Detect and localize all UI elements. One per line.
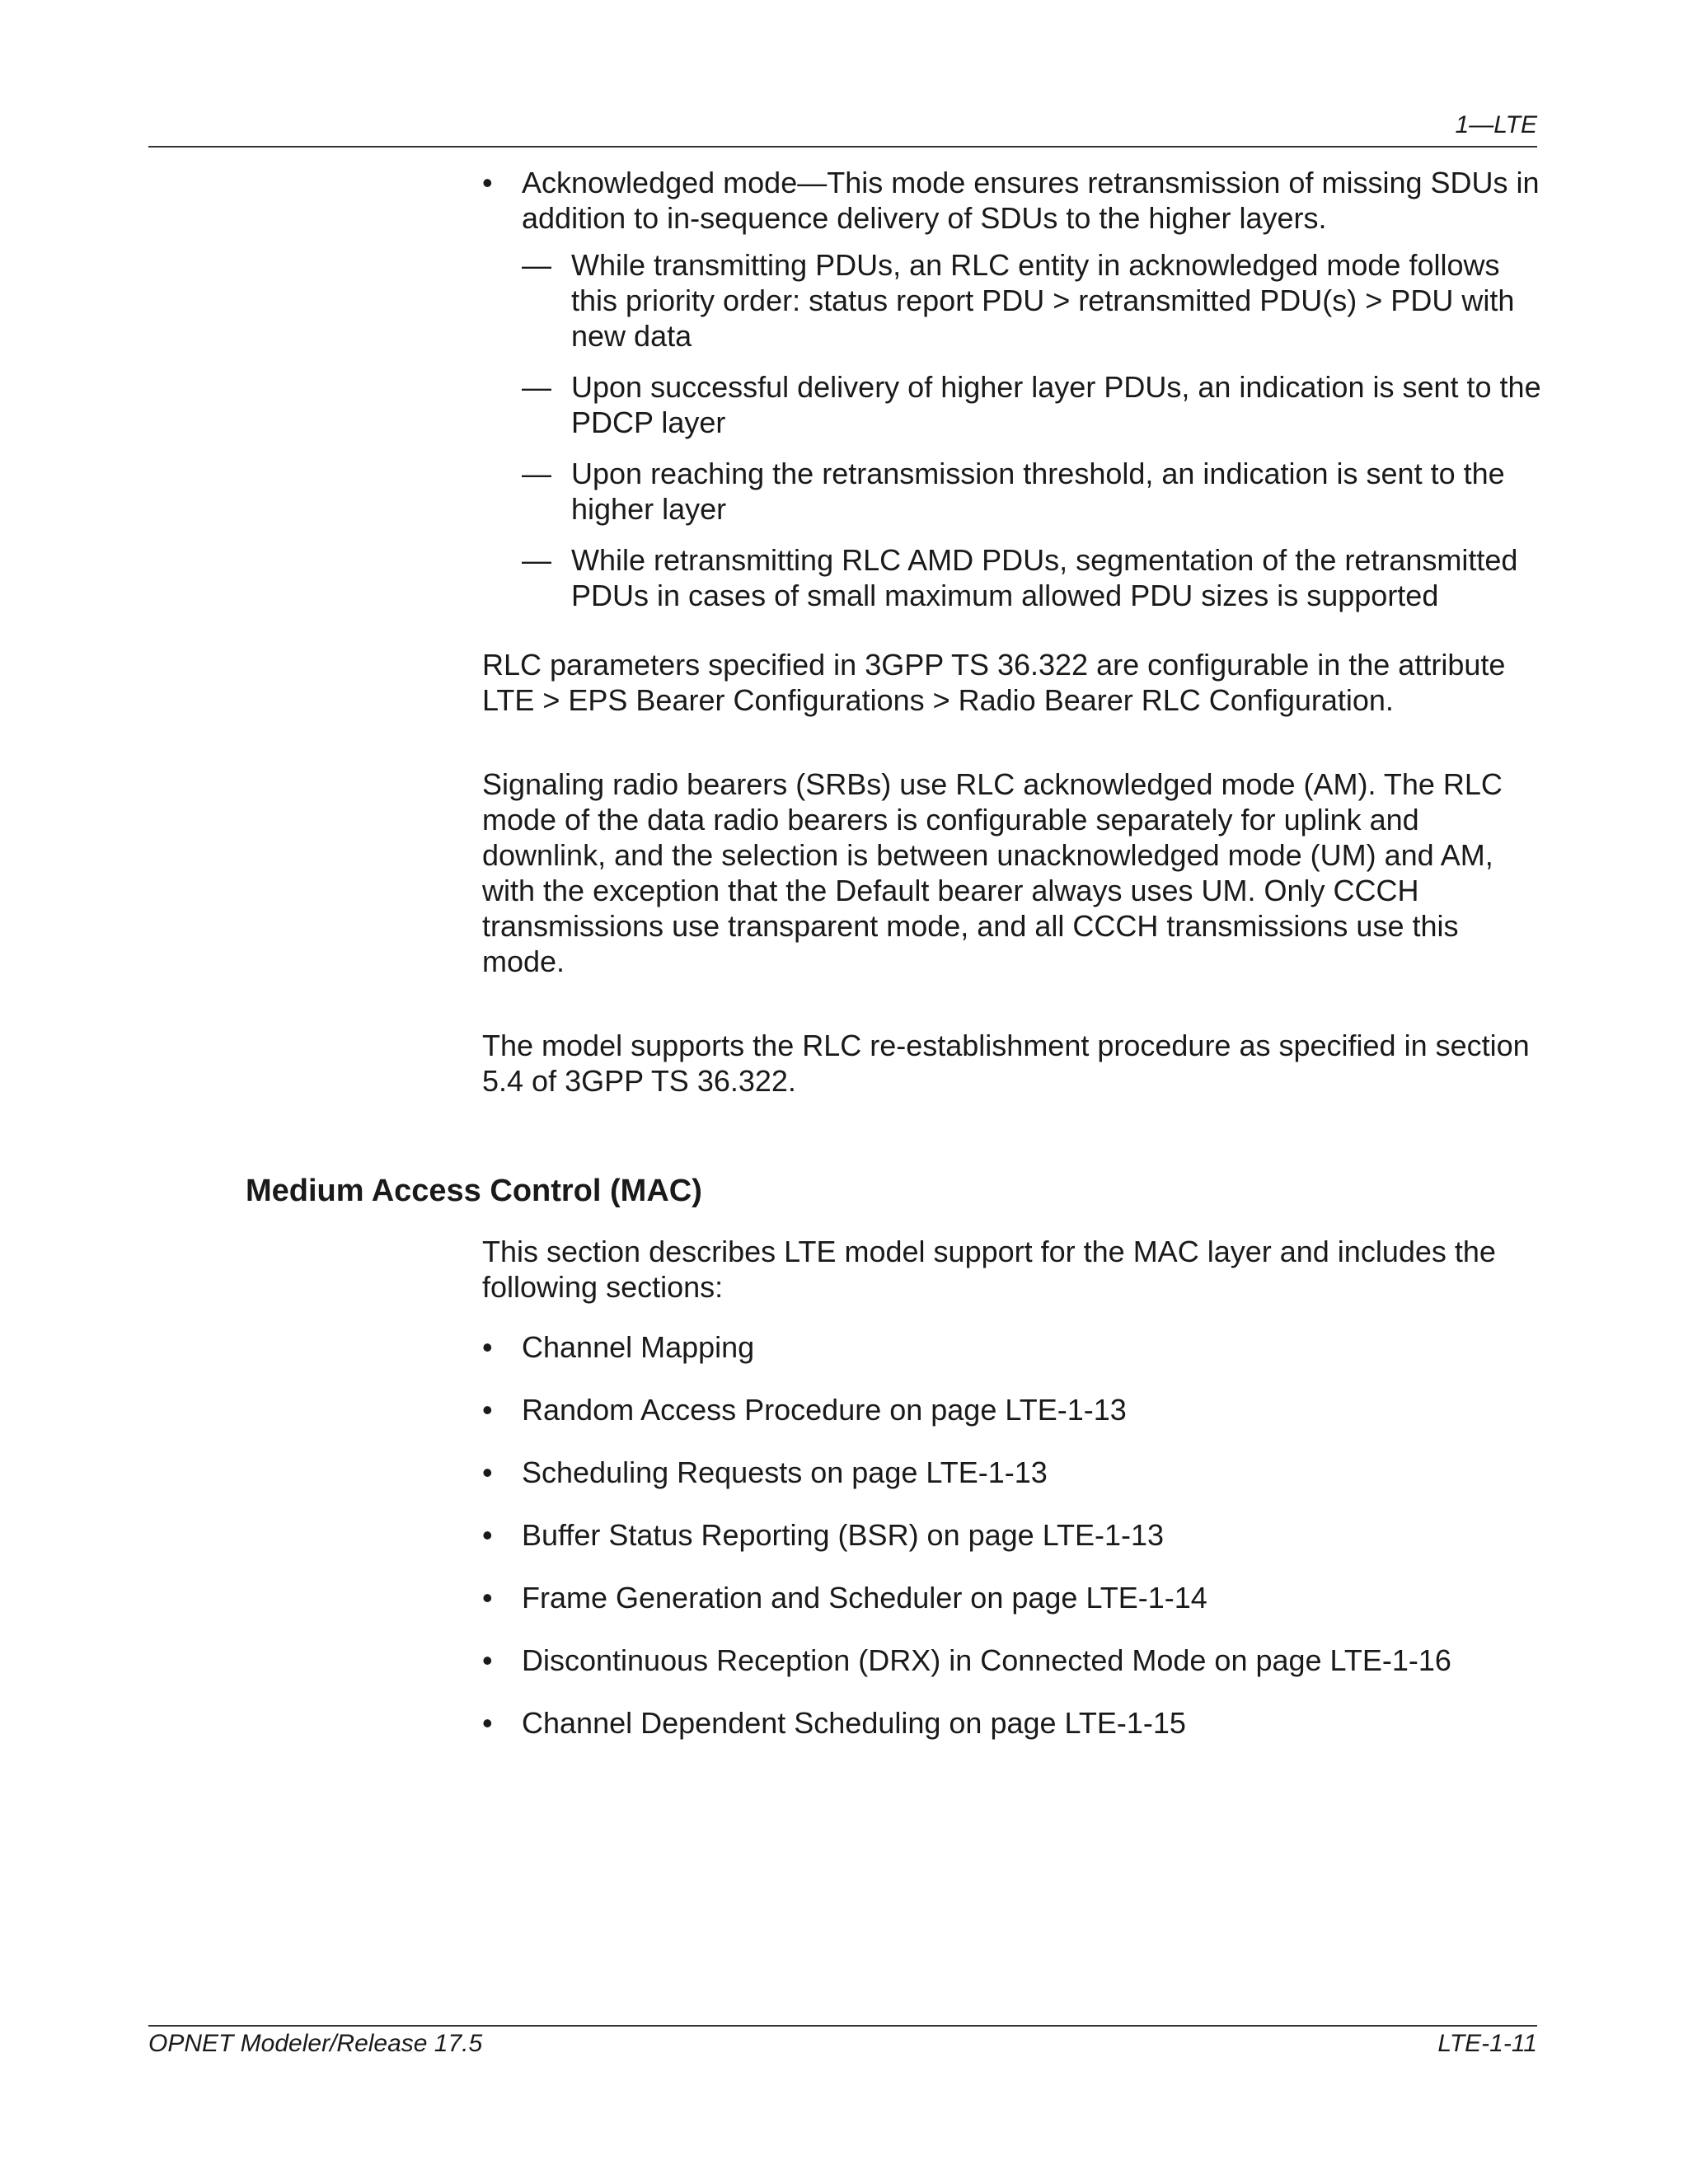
am-bullet-text: Acknowledged mode—This mode ensures retransmission of missing SDUs in addition to in-sequence delivery of SDUs to the higher layers.: [522, 166, 1540, 235]
am-bullet: [482, 165, 1541, 613]
mac-list-item[interactable]: • Discontinuous Reception (DRX) in Connected Mode on page LTE-1-16: [482, 1643, 1541, 1678]
mac-list-item[interactable]: • Buffer Status Reporting (BSR) on page LTE-1-13: [482, 1517, 1541, 1553]
section-heading-mac: Medium Access Control (MAC): [246, 1174, 702, 1208]
page-number: LTE-1-11: [1437, 2030, 1537, 2057]
mac-intro: This section describes LTE model support for the MAC layer and includes the following sections:: [482, 1235, 1496, 1304]
paragraph-srb-modes: Signaling radio bearers (SRBs) use RLC acknowledged mode (AM). The RLC mode of the data radio bearers is configurable separately for uplink and downlink, and the selection is between unacknowledged mode (UM) and AM, with the exception that the Default bearer always uses UM. Only CCCH transmissions use transparent mode, and all CCCH transmissions use this mode.: [482, 767, 1503, 978]
mac-section-body: [482, 1234, 1541, 1768]
paragraph-rlc-parameters: RLC parameters specified in 3GPP TS 36.322 are configurable in the attribute LTE > EPS Bearer Configurations > Radio Bearer RLC Configuration.: [482, 648, 1506, 717]
mac-list-item[interactable]: • Scheduling Requests on page LTE-1-13: [482, 1455, 1541, 1490]
mac-list-item[interactable]: • Channel Dependent Scheduling on page LTE-1-15: [482, 1705, 1541, 1741]
am-detail-list: [522, 247, 1541, 613]
mac-list-item[interactable]: • Random Access Procedure on page LTE-1-13: [482, 1392, 1541, 1427]
footer-product: OPNET Modeler/Release 17.5: [148, 2030, 483, 2057]
running-head: 1—LTE: [1455, 111, 1537, 138]
am-detail-item: — While transmitting PDUs, an RLC entity in acknowledged mode follows this priority order: status report PDU > retransmitted PDU(s) > PDU with new data: [522, 247, 1541, 354]
am-detail-item: — Upon successful delivery of higher layer PDUs, an indication is sent to the PDCP layer: [522, 369, 1541, 440]
rlc-body: [482, 165, 1541, 1147]
header-rule: [148, 146, 1537, 148]
footer-rule: [148, 2025, 1537, 2027]
paragraph-reestablishment: The model supports the RLC re-establishment procedure as specified in section 5.4 of 3GPP TS 36.322.: [482, 1029, 1530, 1098]
am-detail-item: — Upon reaching the retransmission threshold, an indication is sent to the higher layer: [522, 456, 1541, 527]
mac-list-item: • Channel Mapping: [482, 1329, 1541, 1365]
mac-list-item[interactable]: • Frame Generation and Scheduler on page LTE-1-14: [482, 1580, 1541, 1615]
am-detail-item: — While retransmitting RLC AMD PDUs, segmentation of the retransmitted PDUs in cases of small maximum allowed PDU sizes is supported: [522, 542, 1541, 613]
